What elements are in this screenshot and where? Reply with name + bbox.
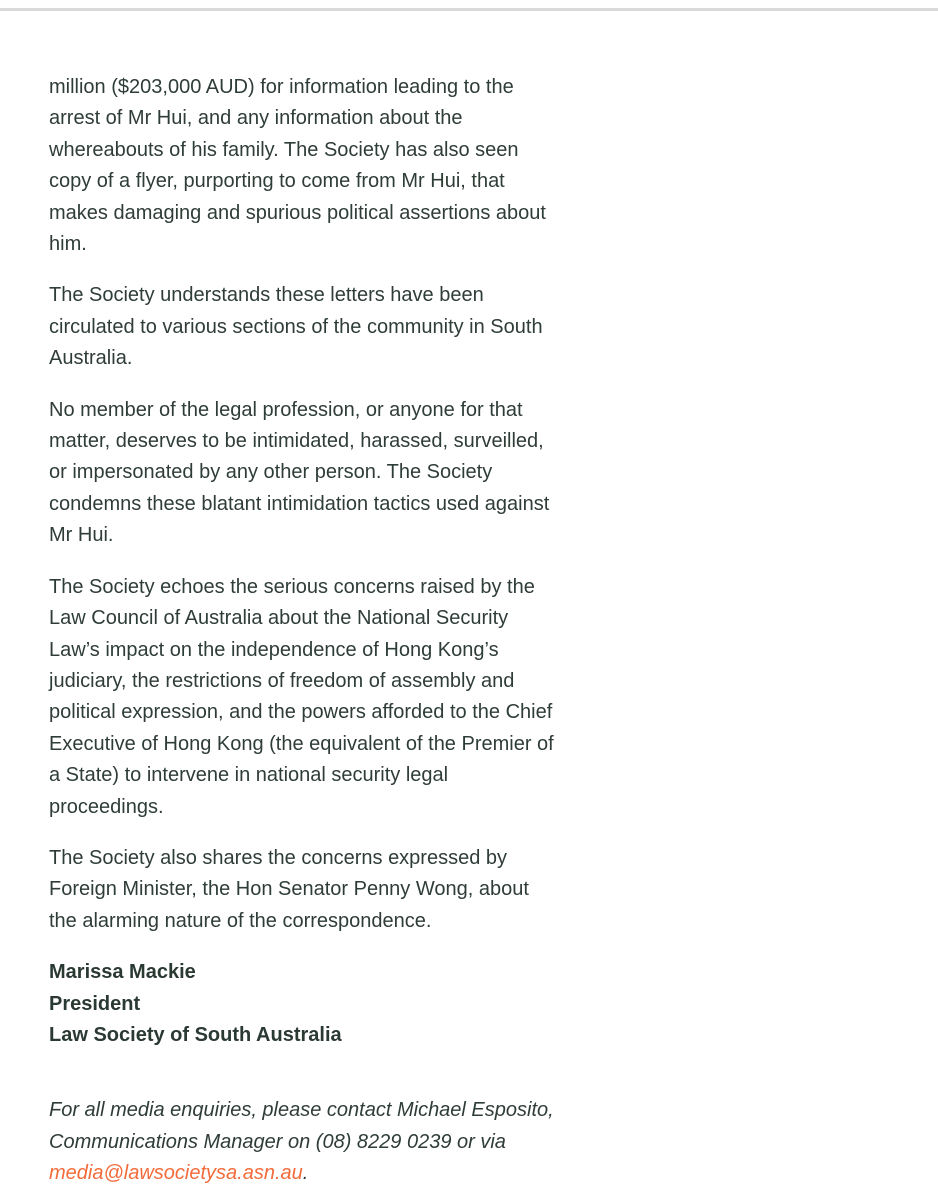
- paragraph-reward: million ($203,000 AUD) for information leading to the arrest of Mr Hui, and any information about the whereabouts of his family. The Society has also seen copy of a flyer, purporting to come from Mr Hui, that makes damaging and spurious political assertions about him.: [49, 76, 546, 256]
- top-divider: [0, 8, 938, 11]
- paragraph-law-council: The Society echoes the serious concerns raised by the Law Council of Australia about the National Security Law’s impact on the independence of Hong Kong’s judiciary, the restrictions of freedom of assembly and political expression, and the powers afforded to the Chief Executive of Hong Kong (the equivalent of the Premier of a State) to intervene in national security legal proceedings.: [49, 575, 554, 818]
- media-note-end: .: [302, 1162, 309, 1185]
- signature-name: Marissa Mackie: [49, 961, 196, 984]
- signature-block: [49, 957, 554, 1051]
- media-enquiries-note: [49, 1095, 554, 1189]
- paragraph-circulation: The Society understands these letters have been circulated to various sections of the community in South Australia.: [49, 284, 543, 370]
- paragraph-intimidation: No member of the legal profession, or anyone for that matter, deserves to be intimidated, harassed, surveilled, or impersonated by any other person. The Society condemns these blatant intimidation tactics used against Mr Hui.: [49, 398, 550, 547]
- article-body: [49, 72, 554, 1190]
- paragraph-foreign-minister: The Society also shares the concerns expressed by Foreign Minister, the Hon Senator Penny Wong, about the alarming nature of the correspondence.: [49, 846, 529, 932]
- signature-title: President: [49, 992, 141, 1015]
- media-email-link[interactable]: media@lawsocietysa.asn.au: [49, 1162, 303, 1185]
- signature-organisation: Law Society of South Australia: [49, 1023, 342, 1046]
- media-note-text: For all media enquiries, please contact Michael Esposito, Communications Manager on (08) 8229 0239 or via: [49, 1099, 554, 1153]
